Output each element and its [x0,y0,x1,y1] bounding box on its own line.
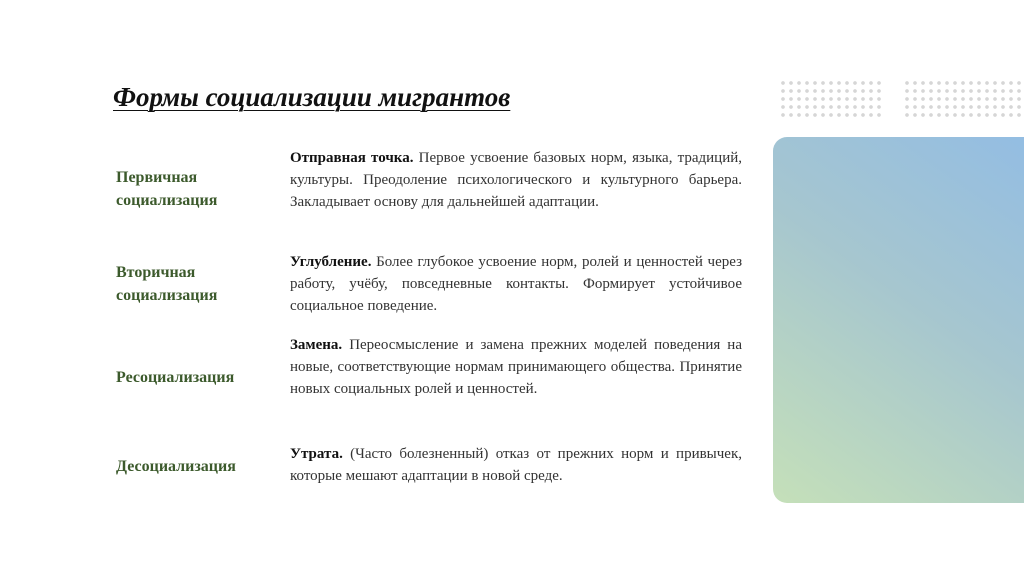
row-keyword: Отправная точка. [290,150,414,166]
decorative-gradient-panel [773,137,1024,503]
decorative-dot-grid-right [903,79,1024,119]
row-keyword: Углубление. [290,254,372,270]
row-text: (Часто болезненный) отказ от прежних норм и привычек, которые мешают адаптации в новой среде. [290,446,742,484]
slide-title: Формы социализации мигрантов [113,82,511,112]
row-description-resocialization [290,334,742,400]
row-description-desocialization [290,443,742,487]
row-description-primary [290,147,742,213]
row-description-secondary [290,251,742,317]
row-label-desocialization: Десоциализация [116,458,236,475]
row-label-resocialization: Ресоциализация [116,369,235,386]
row-label-primary: Первичная социализация [116,169,218,209]
decorative-dot-grid-left [779,79,883,119]
row-keyword: Замена. [290,337,343,353]
row-text: Переосмысление и замена прежних моделей поведения на новые, соответствующие нормам принимающего общества. Принятие новых социальных ролей и ценностей. [290,337,742,397]
row-text: Более глубокое усвоение норм, ролей и ценностей через работу, учёбу, повседневные контакты. Формирует устойчивое социальное поведение. [290,254,742,314]
row-label-secondary: Вторичная социализация [116,264,218,304]
row-text: Первое усвоение базовых норм, языка, традиций, культуры. Преодоление психологического и культурного барьера. Закладывает основу для дальнейшей адаптации. [290,150,742,210]
row-keyword: Утрата. [290,446,343,462]
